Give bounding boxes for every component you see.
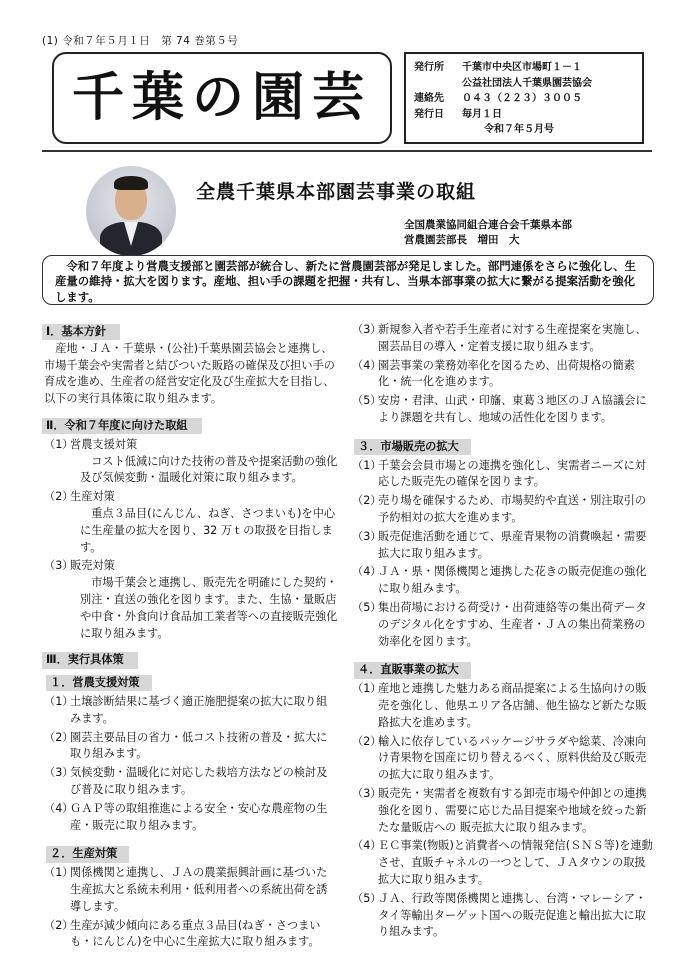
publisher-address: 千葉市中央区市場町１－１ xyxy=(462,62,582,73)
item-number: （2） xyxy=(352,734,382,748)
article-headline: 全農千葉県本部園芸事業の取組 xyxy=(196,181,477,203)
author-organization: 全国農業協同組合連合会千葉県本部 xyxy=(404,219,572,231)
masthead-divider xyxy=(42,150,652,152)
item-text: 売り場を確保するため、市場契約や直送・別注取引の予約相対の拡大を進めます。 xyxy=(378,494,647,524)
list-item xyxy=(350,322,656,356)
item-number: （3） xyxy=(352,529,382,543)
author-block xyxy=(404,218,572,248)
item-text: ＧＡＰ等の取組推進による安全・安心な農産物の生産・販売に取り組みます。 xyxy=(70,801,328,832)
item-number: （3） xyxy=(352,786,382,800)
list-item xyxy=(350,600,656,650)
spacer xyxy=(350,427,656,433)
item-body: コスト低減に向けた技術の普及や提案活動の強化及び気候変動・温暖化対策に取り組みます。 xyxy=(80,454,338,485)
photo-hair xyxy=(114,176,148,190)
list-item xyxy=(350,681,656,731)
subsection-heading: ２．生産対策 xyxy=(46,846,129,862)
item-number: （5） xyxy=(352,891,382,905)
section-heading: Ⅰ．基本方針 xyxy=(42,324,120,340)
item-number: （5） xyxy=(352,394,382,408)
date-label: 発行日 xyxy=(414,108,444,120)
contact-label: 連絡先 xyxy=(414,93,444,104)
item-number: （2） xyxy=(44,730,74,744)
contact-row xyxy=(414,91,634,107)
issue-info: (1) 令和７年５月１日 第 74 巻第５号 xyxy=(42,35,239,47)
item-number: （2） xyxy=(44,918,74,932)
publisher-name-row xyxy=(414,76,634,92)
list-item xyxy=(42,489,338,506)
spacer xyxy=(42,642,338,648)
item-title: 生産対策 xyxy=(70,490,115,504)
date-row xyxy=(414,107,634,123)
list-item xyxy=(350,734,656,784)
item-text: 気候変動・温暖化に対応した栽培方法などの検討及び普及に取り組みます。 xyxy=(70,766,328,796)
item-text: 産地と連携した魅力ある商品提案による生協向けの販売を強化し、他県エリア各店舗、他生協など新たな販路拡大を進めます。 xyxy=(378,682,647,729)
item-number: （1） xyxy=(352,458,382,472)
subsection-heading: ３．市場販売の拡大 xyxy=(354,439,471,455)
list-item xyxy=(350,393,656,427)
item-body: 市場千葉会と連携し、販売先を明確にした契約・別注・直送の強化を図ります。また、生協・量販店や中食・外食向け食品加工業者等への直接販売強化に取り組みます。 xyxy=(80,576,338,640)
item-number: （3） xyxy=(44,766,74,780)
lead-paragraph: 令和７年度より営農支援部と園芸部が統合し、新たに営農園芸部が発足しました。部門連係をさらに強化し、生産量の維持・拡大を図ります。産地、担い手の課題を把握・共有し、当県本部事業の拡大に繋がる提案活動を強化します。 xyxy=(42,255,654,305)
item-text: 販売先・実需者を複数有する卸売市場や仲卸との連携強化を図り、需要に応じた品目提案や地域を絞った新たな量販店への 販売拡大に取り組みます。 xyxy=(378,786,647,834)
item-text: 土壌診断結果に基づく適正施肥提案の拡大に取り組みます。 xyxy=(70,694,328,725)
list-item xyxy=(42,765,338,799)
item-text: ＥＣ事業(物販)と消費者への情報発信(ＳＮＳ等)を連動させ、直販チャネルの一つとして、ＪＡタウンの取扱拡大に取り組みます。 xyxy=(378,839,653,886)
right-column xyxy=(350,320,656,941)
item-text: 園芸主要品目の省力・低コスト技術の普及・拡大に取り組みます。 xyxy=(70,730,328,761)
item-text: 新規参入者や若手生産者に対する生産提案を実施し、園芸品目の導入・定着支援に取り組みます。 xyxy=(378,323,647,353)
list-item xyxy=(350,529,656,563)
edition: 令和７年５月号 xyxy=(484,124,554,135)
author-photo xyxy=(86,166,176,256)
list-item xyxy=(42,865,338,915)
item-number: （1） xyxy=(352,682,382,696)
author-name: 営農園芸部長 増田 大 xyxy=(404,234,520,247)
newsletter-title: 千葉の園芸 xyxy=(71,67,372,128)
item-text: 千葉会会員市場との連携を強化し、実需者ニーズに対応した販売先の確保を図ります。 xyxy=(378,458,646,489)
item-number: （2） xyxy=(44,490,74,504)
list-item xyxy=(350,493,656,527)
item-text: 安房・君津、山武・印旛、東葛３地区のＪＡ協議会により課題を共有し、地域の活性化を図ります。 xyxy=(378,394,647,424)
item-number: （5） xyxy=(352,600,382,614)
item-number: （3） xyxy=(44,559,74,573)
list-item xyxy=(350,564,656,598)
item-number: （2） xyxy=(352,494,382,508)
list-item xyxy=(42,918,338,952)
item-text: 販売促進活動を通じて、県産青果物の消費喚起・需要拡大に取り組みます。 xyxy=(378,529,647,560)
item-number: （1） xyxy=(44,866,74,880)
item-title: 営農支援対策 xyxy=(70,437,138,451)
publisher-label: 発行所 xyxy=(414,62,444,73)
item-text: 輸入に依存しているパッケージサラダや総菜、冷凍向け青果物を国産に切り替えるべく、原料供給及び販売の拡大に取り組みます。 xyxy=(378,734,647,782)
publisher-name: 公益社団法人千葉県園芸協会 xyxy=(462,77,592,89)
subsection-heading: １．営農支援対策 xyxy=(46,675,152,691)
item-number: （4） xyxy=(44,801,74,815)
item-number: （1） xyxy=(44,437,74,451)
list-item xyxy=(42,558,338,575)
subsection-heading: ４．直販事業の拡大 xyxy=(354,662,471,678)
masthead-title-box xyxy=(52,52,392,144)
edition-row xyxy=(414,122,634,138)
item-number: （4） xyxy=(352,839,382,853)
item-number: （3） xyxy=(352,323,382,336)
section-heading: Ⅲ．実行具体策 xyxy=(42,652,138,668)
list-item xyxy=(42,730,338,764)
section-heading: Ⅱ．令和７年度に向けた取組 xyxy=(42,418,202,434)
publisher-info-box xyxy=(404,52,644,144)
item-text: 生産が減少傾向にある重点３品目(ねぎ・さつまいも・にんじん)を中心に生産拡大に取り組みます。 xyxy=(70,918,321,949)
item-number: （4） xyxy=(352,358,382,372)
list-item xyxy=(350,458,656,492)
contact-phone: ０４３（２２３）３００５ xyxy=(462,93,582,104)
item-text: ＪＡ・県・関係機関と連携した花きの販売促進の強化に取り組みます。 xyxy=(378,565,647,596)
basic-policy-text: 産地・ＪＡ・千葉県・(公社)千葉県園芸協会と連携し、市場千葉会や実需者と結びついた販路の確保及び担い手の育成を進め、生産者の経営安定化及び生産拡大を目指し、以下の実行具体策に取り組みます。 xyxy=(44,341,335,406)
item-text: 関係機関と連携し、ＪＡの農業振興計画に基づいた生産拡大と系統未利用・低利用者への系統出荷を誘導します。 xyxy=(70,866,328,913)
item-text: ＪＡ、行政等関係機関と連携し、台湾・マレーシア・タイ等輸出ターゲット国への販売促進と輸出拡大に取り組みます。 xyxy=(378,891,647,939)
item-body: 重点３品目(にんじん、ねぎ、さつまいも)を中心に生産量の拡大を図り、32 万ｔの取扱を目指します。 xyxy=(80,506,336,554)
item-title: 販売対策 xyxy=(70,559,115,573)
spacer xyxy=(42,408,338,414)
list-item xyxy=(350,358,656,392)
list-item xyxy=(350,838,656,888)
item-text: 園芸事業の業務効率化を図るため、出荷規格の簡素化・統一化を進めます。 xyxy=(378,358,635,389)
item-number: （4） xyxy=(352,565,382,579)
publisher-row xyxy=(414,60,634,76)
list-item xyxy=(350,786,656,836)
list-item xyxy=(42,801,338,835)
item-text: 集出荷場における荷受け・出荷連絡等の集出荷データのデジタル化をすすめ、生産者・ＪＡの集出荷業務の効率化を図ります。 xyxy=(378,600,647,648)
left-column xyxy=(42,320,338,951)
list-item xyxy=(350,891,656,941)
date-value: 毎月１日 xyxy=(462,108,502,120)
spacer xyxy=(42,834,338,840)
list-item xyxy=(42,437,338,454)
item-number: （1） xyxy=(44,694,74,708)
spacer xyxy=(350,650,656,656)
list-item xyxy=(42,694,338,728)
